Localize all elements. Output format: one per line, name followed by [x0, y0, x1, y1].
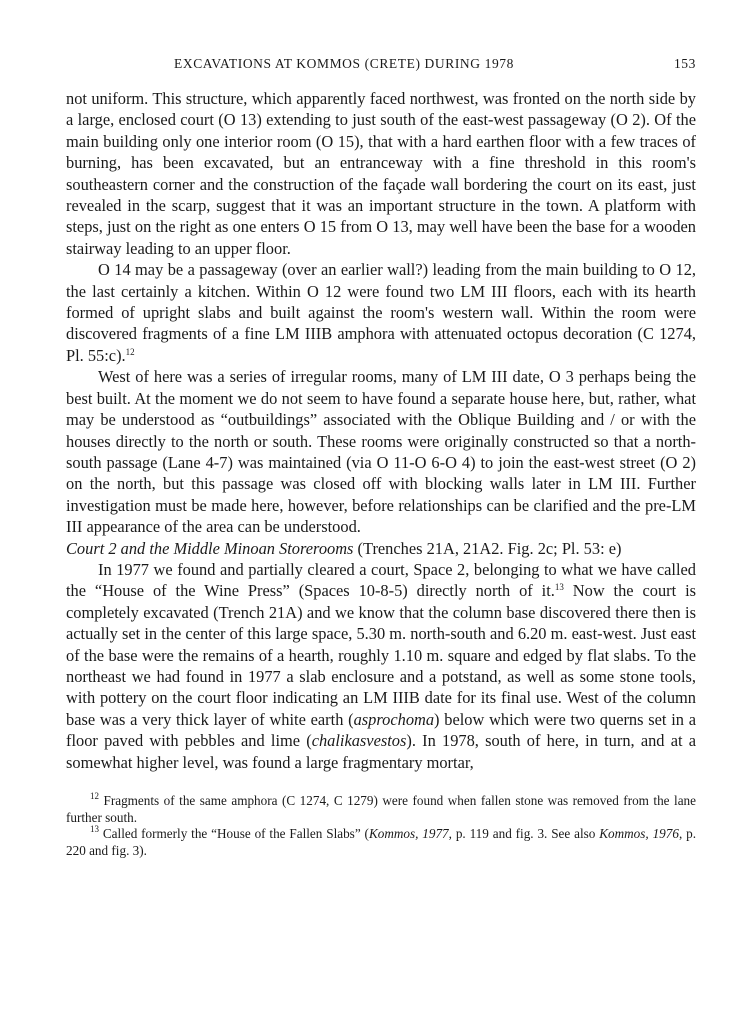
paragraph-4-part2: Now the court is completely excavated (Trench 21A) and we know that the column base discovered there then is actually set in the center of this large space, 5.30 m. north-south and 6.20 m. east-west. Just east of the base were the remains of a hearth, roughly 1.10 m. square and edged by flat slabs. To the northeast we had found in 1977 a slab enclosure and a potstand, as well as some stone tools, with pottery on the court floor indicating an LM IIIB date for its final use. West of the column base was a very thick layer of white earth (: [66, 581, 696, 729]
page: [66, 56, 696, 859]
section-title: Court 2 and the Middle Minoan Storerooms: [66, 538, 354, 558]
footnote-13-pre: Called formerly the “House of the Fallen Slabs” (: [102, 826, 369, 841]
footnote-13-citation-2: Kommos, 1976: [599, 826, 679, 841]
term-chalikasvestos: chalikasvestos: [311, 731, 407, 751]
footnote-13-number: 13: [90, 824, 99, 834]
footnote-12-text: Fragments of the same amphora (C 1274, C 1279) were found when fallen stone was removed from the lane further south.: [66, 793, 696, 825]
footnote-ref-12[interactable]: 12: [125, 346, 135, 357]
paragraph-4: [66, 559, 696, 773]
body-text: [66, 88, 696, 773]
footnote-ref-13[interactable]: 13: [554, 582, 564, 593]
paragraph-4-part4: ). In 1978, south of here, in turn, and at a somewhat higher level, was found a large fragmentary mortar,: [66, 731, 696, 772]
running-head: [66, 56, 696, 72]
term-asprochoma: asprochoma: [353, 709, 435, 729]
page-number: 153: [673, 56, 696, 71]
footnote-13: [66, 826, 696, 859]
footnote-13-mid: , p. 119 and fig. 3. See also: [448, 826, 600, 841]
footnotes: [66, 793, 696, 859]
running-title: EXCAVATIONS AT KOMMOS (CRETE) DURING 1978: [174, 56, 515, 71]
footnote-12-number: 12: [90, 791, 99, 801]
paragraph-1: not uniform. This structure, which apparently faced northwest, was fronted on the north side by a large, enclosed court (O 13) extending to just south of the east-west passageway (O 2). Of the main building only one interior room (O 15), that with a hard earthen floor with a few traces of burning, has been excavated, but an entranceway with a fine threshold in this room's southeastern corner and the construction of the façade wall bordering the court on its east, just revealed in the scarp, suggest that it was an important structure in the town. A platform with steps, just on the right as one enters O 15 from O 13, may well have been the base for a wooden stairway leading to an upper floor.: [66, 89, 696, 258]
paragraph-3: West of here was a series of irregular rooms, many of LM III date, O 3 perhaps being the best built. At the moment we do not seem to have found a separate house here, but, rather, what may be understood as “outbuildings” associated with the Oblique Building and / or with the houses directly to the north or south. These rooms were originally constructed so that a north-south passage (Lane 4-7) was maintained (via O 11-O 6-O 4) to join the east-west street (O 2) on the north, but this passage was closed off with blocking walls later in LM III. Further investigation must be made here, however, before relationships can be clarified and the pre-LM III appearance of the area can be understood.: [66, 367, 696, 537]
footnote-13-citation-1: Kommos, 1977: [368, 826, 449, 841]
paragraph-2: [66, 259, 696, 366]
paragraph-4-part3: ) below which were two querns set in a floor paved with pebbles and lime (: [66, 709, 696, 751]
section-refs: (Trenches 21A, 21A2. Fig. 2c; Pl. 53: e): [357, 538, 622, 558]
paragraph-2-text: O 14 may be a passageway (over an earlier wall?) leading from the main building to O 12, the last certainly a kitchen. Within O 12 were found two LM III floors, each with its hearth formed of upright slabs and built against the room's western wall. Within the room were discovered fragments of a fine LM IIIB amphora with attenuated octopus decoration (C 1274, Pl. 55:c).: [66, 260, 696, 365]
footnote-13-post: , p. 220 and fig. 3).: [66, 826, 697, 858]
section-heading: [66, 538, 696, 559]
paragraph-4-part1: In 1977 we found and partially cleared a court, Space 2, belonging to what we have called the “House of the Wine Press” (Spaces 10-8-5) directly north of it.: [66, 559, 696, 601]
footnote-12: [66, 793, 696, 826]
